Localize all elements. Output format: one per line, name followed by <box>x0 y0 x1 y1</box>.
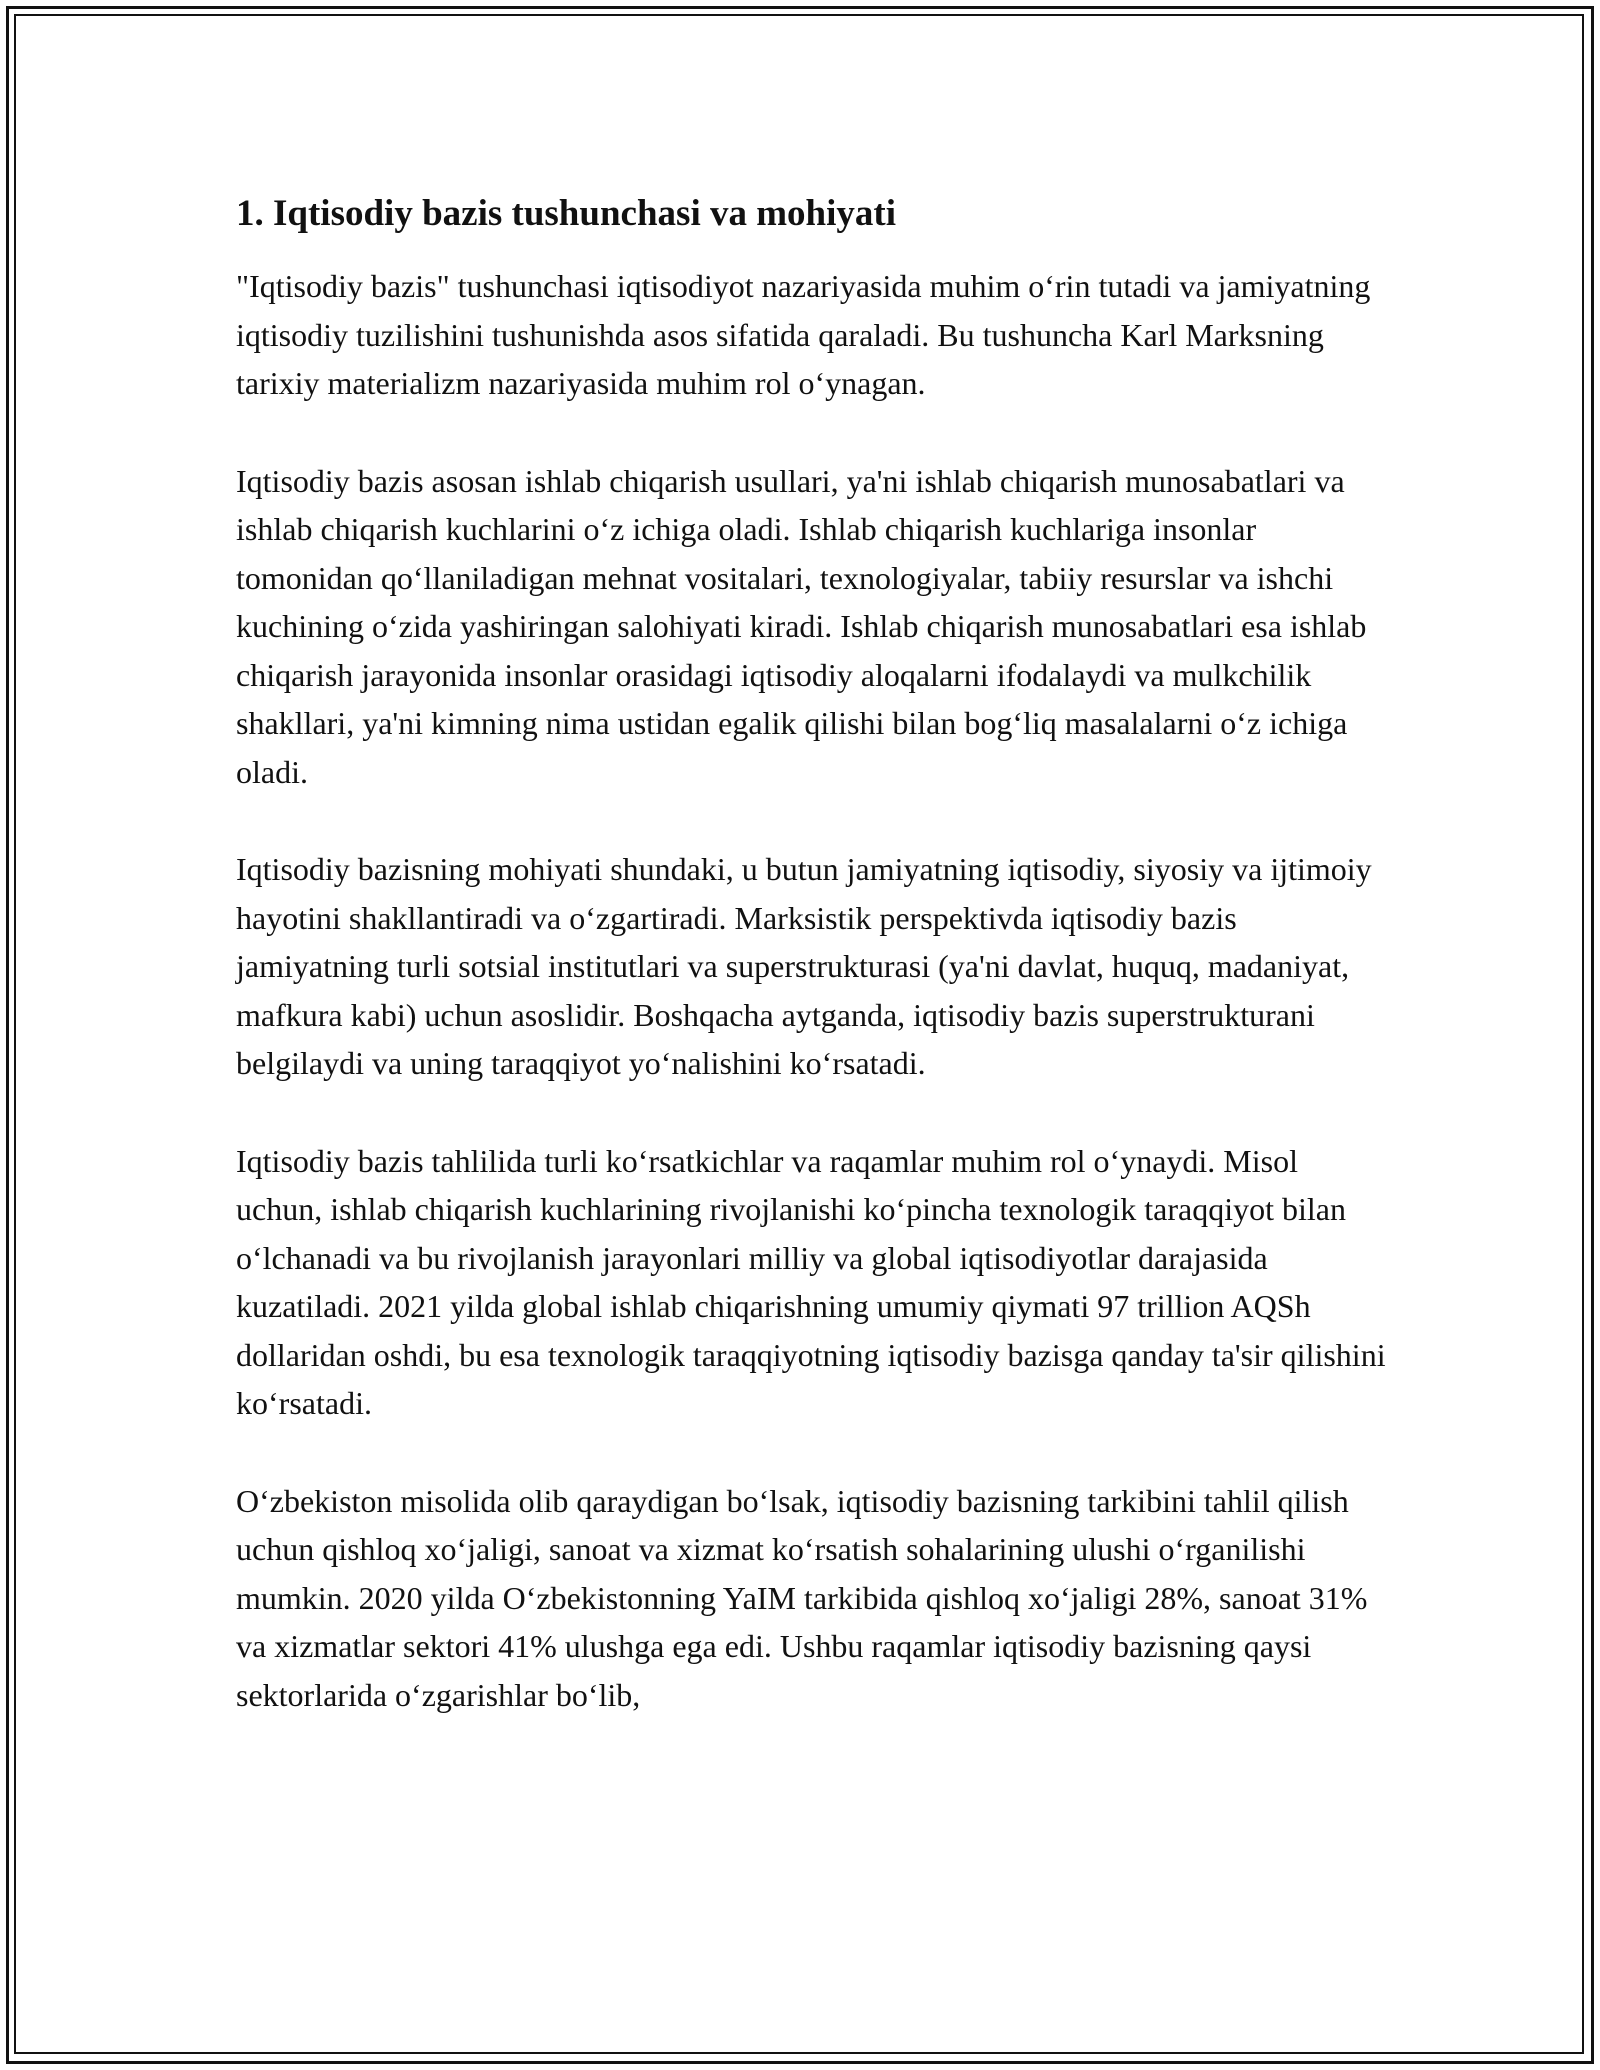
paragraph-3: Iqtisodiy bazisning mohiyati shundaki, u butun jamiyatning iqtisodiy, siyosiy va ijtimoiy hayotini shakllantiradi va o‘zgartiradi. Marksistik perspektivda iqtisodiy bazis jamiyatning turli sotsial institutlari va superstrukturasi (ya'ni davlat, huquq, madaniyat, mafkura kabi) uchun asoslidir. Boshqacha aytganda, iqtisodiy bazis superstrukturani belgilaydi va uning taraqqiyot yo‘nalishini ko‘rsatadi. <box>236 851 1372 1081</box>
paragraph-2: Iqtisodiy bazis asosan ishlab chiqarish usullari, ya'ni ishlab chiqarish munosabatlari va ishlab chiqarish kuchlarini o‘z ichiga oladi. Ishlab chiqarish kuchlariga insonlar tomonidan qo‘llaniladigan mehnat vositalari, texnologiyalar, tabiiy resurslar va ishchi kuchining o‘zida yashiringan salohiyati kiradi. Ishlab chiqarish munosabatlari esa ishlab chiqarish jarayonida insonlar orasidagi iqtisodiy aloqalarni ifodalaydi va mulkchilik shakllari, ya'ni kimning nima ustidan egalik qilishi bilan bog‘liq masalalarni o‘z ichiga oladi. <box>236 462 1367 790</box>
document-body <box>236 188 1386 1768</box>
paragraph-5: O‘zbekiston misolida olib qaraydigan bo‘lsak, iqtisodiy bazisning tarkibini tahlil qilish uchun qishloq xo‘jaligi, sanoat va xizmat ko‘rsatish sohalarining ulushi o‘rganilishi mumkin. 2020 yilda O‘zbekistonning YaIM tarkibida qishloq xo‘jaligi 28%, sanoat 31% va xizmatlar sektori 41% ulushga ega edi. Ushbu raqamlar iqtisodiy bazisning qaysi sektorlarida o‘zgarishlar bo‘lib, <box>236 1482 1368 1713</box>
paragraph-1: "Iqtisodiy bazis" tushunchasi iqtisodiyot nazariyasida muhim o‘rin tutadi va jamiyatning iqtisodiy tuzilishini tushunishda asos sifatida qaraladi. Bu tushuncha Karl Marksning tarixiy materializm nazariyasida muhim rol o‘ynagan. <box>236 268 1371 401</box>
section-title: 1. Iqtisodiy bazis tushunchasi va mohiyati <box>236 193 897 234</box>
paragraph-4: Iqtisodiy bazis tahlilida turli ko‘rsatkichlar va raqamlar muhim rol o‘ynaydi. Misol uchun, ishlab chiqarish kuchlarining rivojlanishi ko‘pincha texnologik taraqqiyot bilan o‘lchanadi va bu rivojlanish jarayonlari milliy va global iqtisodiyotlar darajasida kuzatiladi. 2021 yilda global ishlab chiqarishning umumiy qiymati 97 trillion AQSh dollaridan oshdi, bu esa texnologik taraqqiyotning iqtisodiy bazisga qanday ta'sir qilishini ko‘rsatadi. <box>236 1142 1386 1421</box>
